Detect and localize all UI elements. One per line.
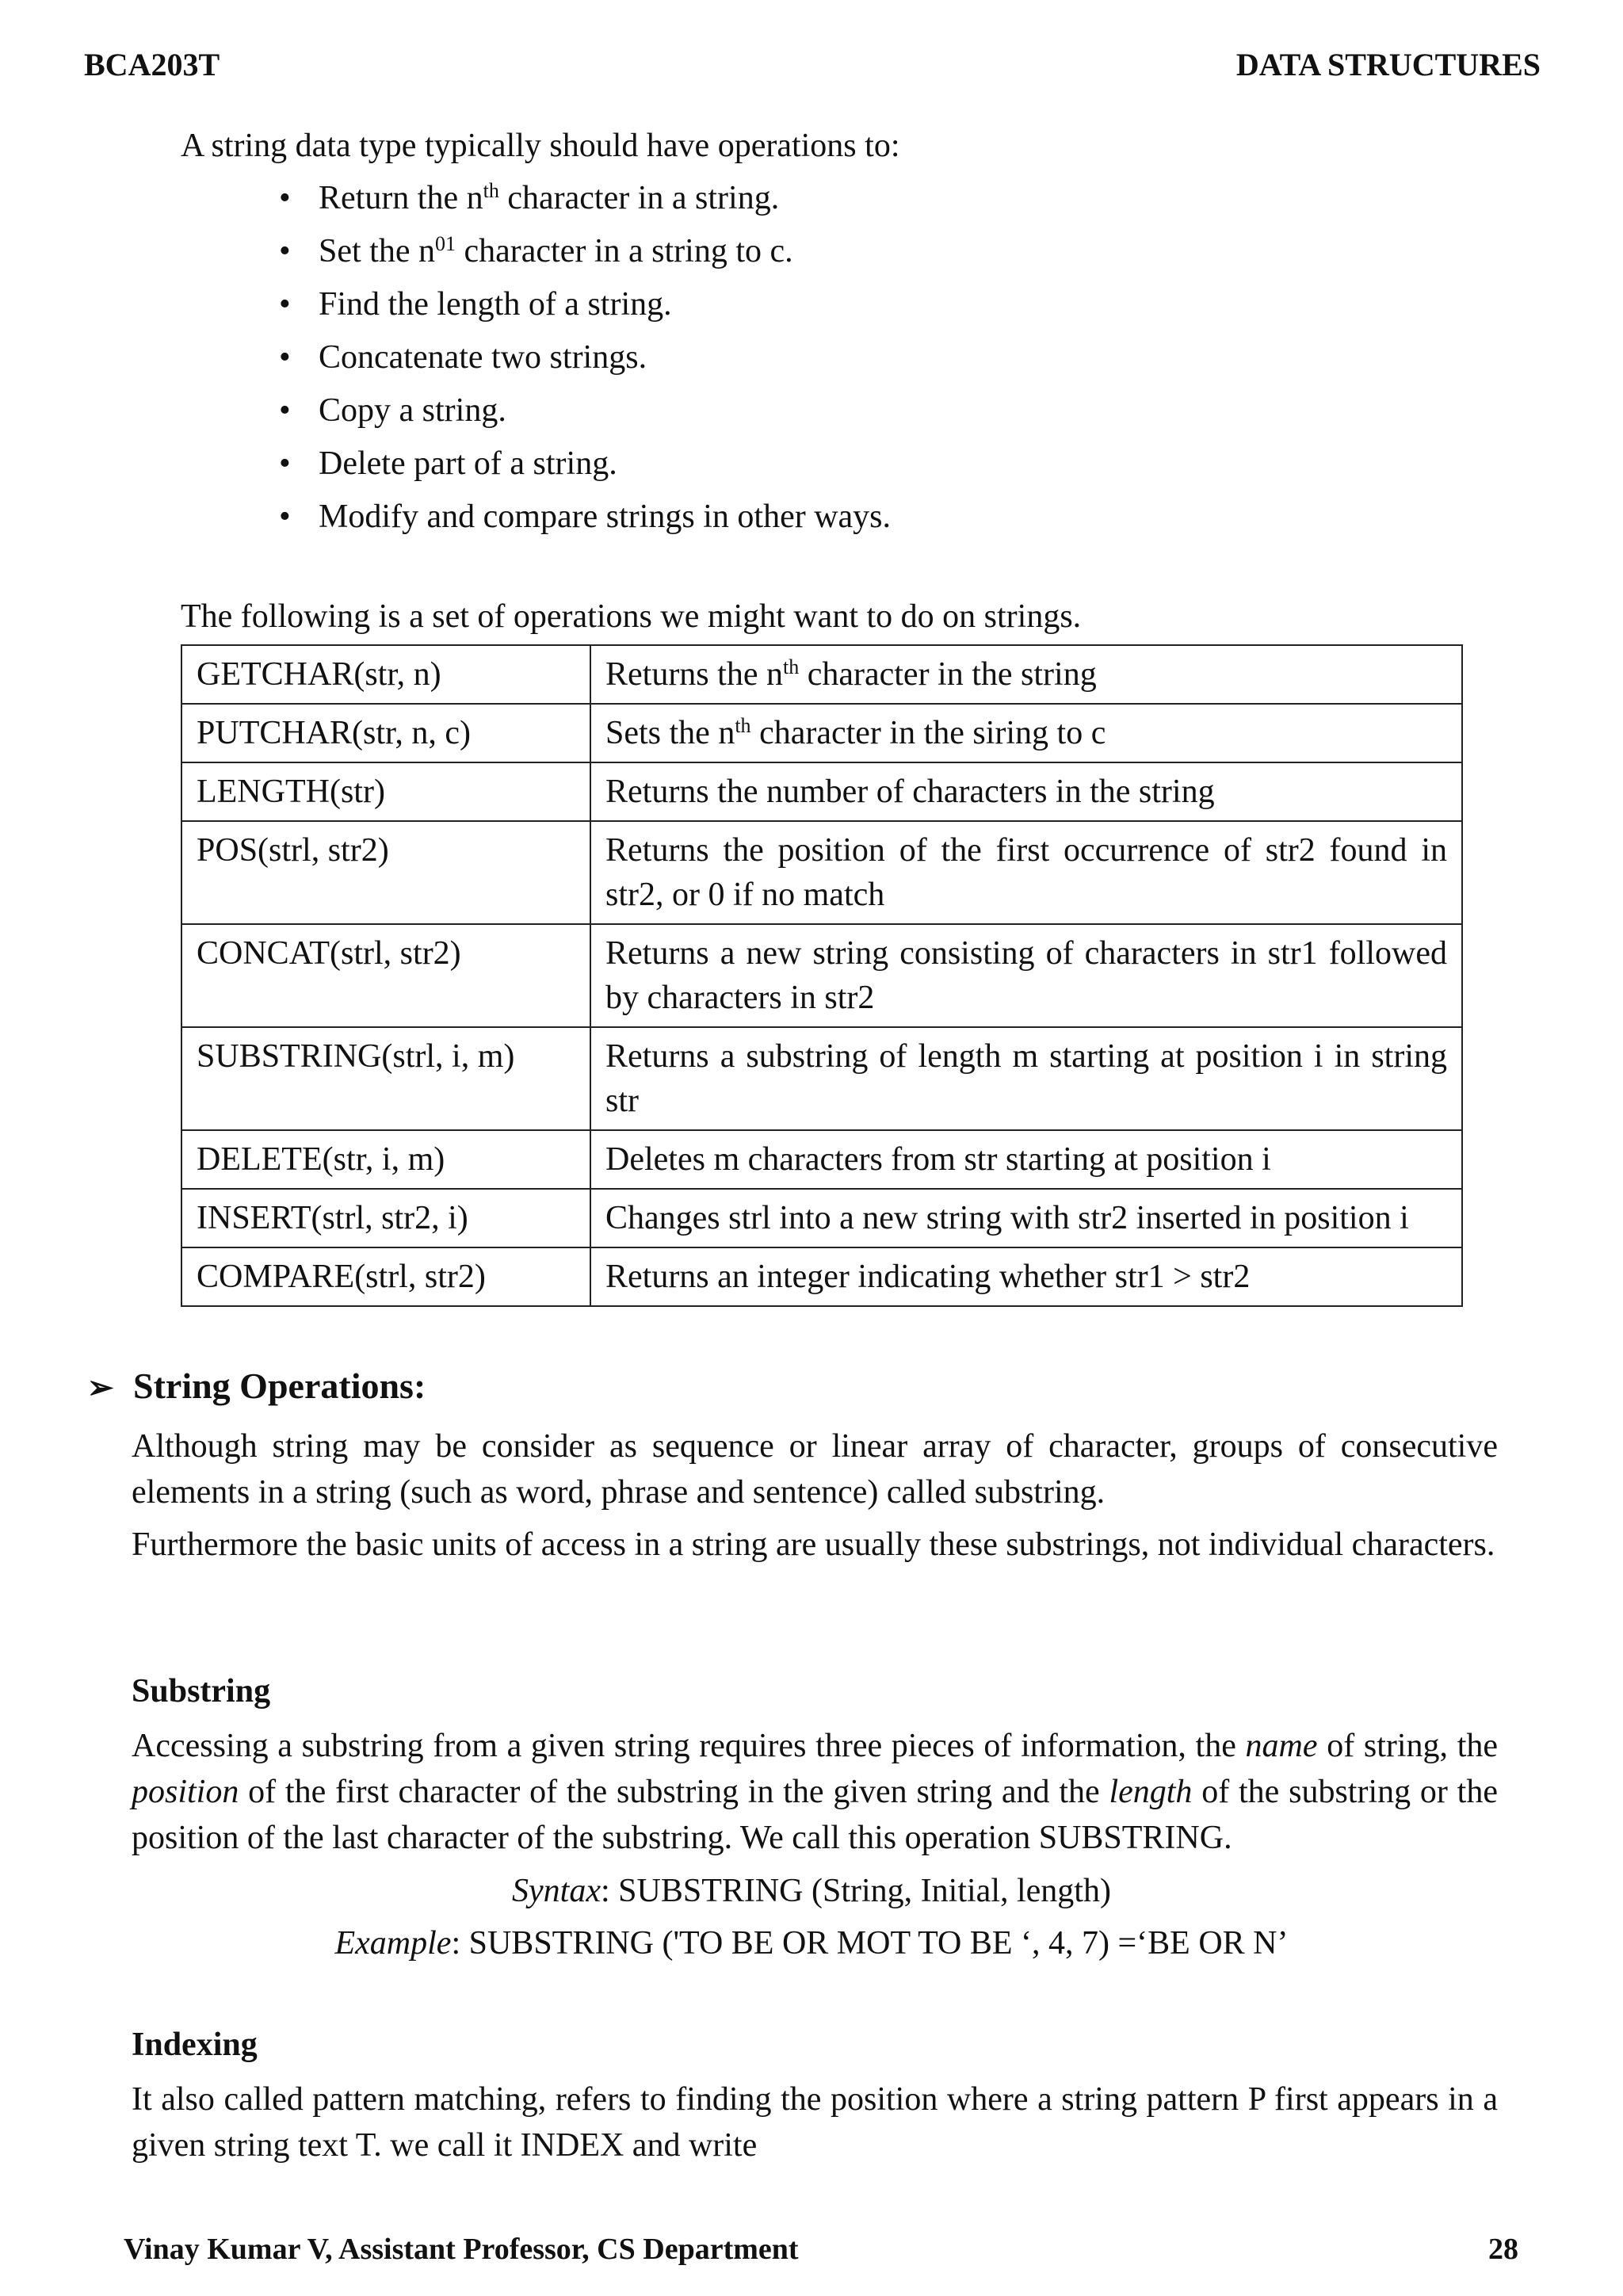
bullet-item (279, 441, 891, 495)
table-caption: The following is a set of operations we might want to do on strings. (181, 598, 1082, 635)
example-line (0, 1924, 1623, 1962)
string-operations-paragraph-1: Although string may be consider as sequence or linear array of character, groups of consecutive elements in a string (such as word, phrase and sentence) called substring. (132, 1428, 1498, 1511)
table-row (181, 1247, 1462, 1306)
description-text: Returns the n (605, 656, 783, 693)
text-run: Accessing a substring from a given string requires three pieces of information, the (132, 1728, 1246, 1764)
bullet-icon: • (279, 233, 291, 269)
operation-cell: LENGTH(str) (181, 762, 590, 821)
operation-cell: INSERT(strl, str2, i) (181, 1189, 590, 1247)
bullet-superscript: 01 (434, 232, 456, 255)
operations-bullet-list (279, 176, 891, 548)
bullet-icon: • (279, 286, 291, 323)
example-label: Example (334, 1925, 452, 1962)
description-cell (590, 645, 1462, 704)
table-row (181, 1130, 1462, 1189)
bullet-item (279, 495, 891, 548)
operation-cell: CONCAT(strl, str2) (181, 924, 590, 1027)
footer-author: Vinay Kumar V, Assistant Professor, CS Department (124, 2233, 799, 2266)
bullet-text: Modify and compare strings in other ways. (319, 499, 892, 535)
string-operations-paragraph-2: Furthermore the basic units of access in a string are usually these substrings, not individual characters. (132, 1526, 1495, 1563)
table-row (181, 1189, 1462, 1247)
italic-term: position (132, 1774, 239, 1810)
description-text-rest: character in the string (799, 656, 1097, 693)
description-cell: Deletes m characters from str starting at position i (590, 1130, 1462, 1189)
text-run: of the first character of the substring in the given string and the (239, 1774, 1109, 1810)
bullet-text: Return the n (319, 180, 483, 216)
description-text: Sets the n (605, 715, 735, 751)
bullet-text-rest: character in a string. (498, 180, 780, 216)
bullet-text: Find the length of a string. (319, 286, 672, 323)
section-heading (87, 1365, 426, 1407)
example-text: : SUBSTRING ('TO BE OR MOT TO BE ‘, 4, 7) =‘BE OR N’ (451, 1925, 1289, 1962)
description-cell: Returns a new string consisting of characters in str1 followed by characters in str2 (590, 924, 1462, 1027)
bullet-item (279, 282, 891, 335)
description-cell: Returns a substring of length m starting at position i in string str (590, 1027, 1462, 1130)
table-row (181, 645, 1462, 704)
bullet-text: Concatenate two strings. (319, 339, 647, 376)
course-code: BCA203T (84, 47, 220, 82)
syntax-label: Syntax (512, 1873, 601, 1909)
description-superscript: th (735, 714, 751, 737)
text-run: of the substring or the position of the last character of the substring. We call this operation SUBSTRING. (132, 1774, 1498, 1856)
operation-cell: SUBSTRING(strl, i, m) (181, 1027, 590, 1130)
description-cell (590, 704, 1462, 762)
bullet-icon: • (279, 339, 291, 376)
bullet-text: Set the n (319, 233, 435, 269)
table-row (181, 1027, 1462, 1130)
bullet-text-rest: character in a string to c. (455, 233, 793, 269)
string-operations-table (181, 644, 1463, 1307)
indexing-heading: Indexing (132, 2027, 258, 2063)
description-text-rest: character in the siring to c (750, 715, 1106, 751)
italic-term: name (1245, 1728, 1318, 1764)
description-cell: Changes strl into a new string with str2 inserted in position i (590, 1189, 1462, 1247)
bullet-item (279, 335, 891, 388)
description-cell: Returns an integer indicating whether str1 > str2 (590, 1247, 1462, 1306)
intro-text: A string data type typically should have operations to: (181, 128, 900, 164)
operation-cell: POS(strl, str2) (181, 821, 590, 924)
description-cell: Returns the position of the first occurrence of str2 found in str2, or 0 if no match (590, 821, 1462, 924)
bullet-icon: • (279, 499, 291, 535)
description-cell: Returns the number of characters in the string (590, 762, 1462, 821)
substring-paragraph (132, 1723, 1498, 1861)
description-superscript: th (782, 655, 800, 678)
operation-cell: DELETE(str, i, m) (181, 1130, 590, 1189)
table-row (181, 762, 1462, 821)
arrow-bullet-icon: ➢ (87, 1370, 114, 1405)
bullet-icon: • (279, 445, 291, 482)
table-row (181, 704, 1462, 762)
page-number: 28 (1488, 2233, 1518, 2266)
section-heading-text: String Operations: (133, 1366, 426, 1406)
indexing-paragraph: It also called pattern matching, refers to finding the position where a string pattern P first appears in a given string text T. we call it INDEX and write (132, 2081, 1498, 2164)
bullet-text: Copy a string. (319, 392, 506, 429)
bullet-item (279, 176, 891, 229)
bullet-text: Delete part of a string. (319, 445, 617, 482)
bullet-superscript: th (483, 179, 499, 202)
substring-heading: Substring (132, 1673, 271, 1710)
operation-cell: COMPARE(strl, str2) (181, 1247, 590, 1306)
table-row (181, 924, 1462, 1027)
text-run: of string, the (1317, 1728, 1499, 1764)
bullet-icon: • (279, 392, 291, 429)
bullet-item (279, 388, 891, 441)
table-row (181, 821, 1462, 924)
italic-term: length (1109, 1774, 1193, 1810)
syntax-text: : SUBSTRING (String, Initial, length) (600, 1873, 1111, 1909)
bullet-item (279, 229, 891, 282)
operation-cell: PUTCHAR(str, n, c) (181, 704, 590, 762)
operation-cell: GETCHAR(str, n) (181, 645, 590, 704)
course-title: DATA STRUCTURES (1235, 47, 1541, 82)
syntax-line (0, 1872, 1623, 1910)
bullet-icon: • (279, 180, 291, 216)
